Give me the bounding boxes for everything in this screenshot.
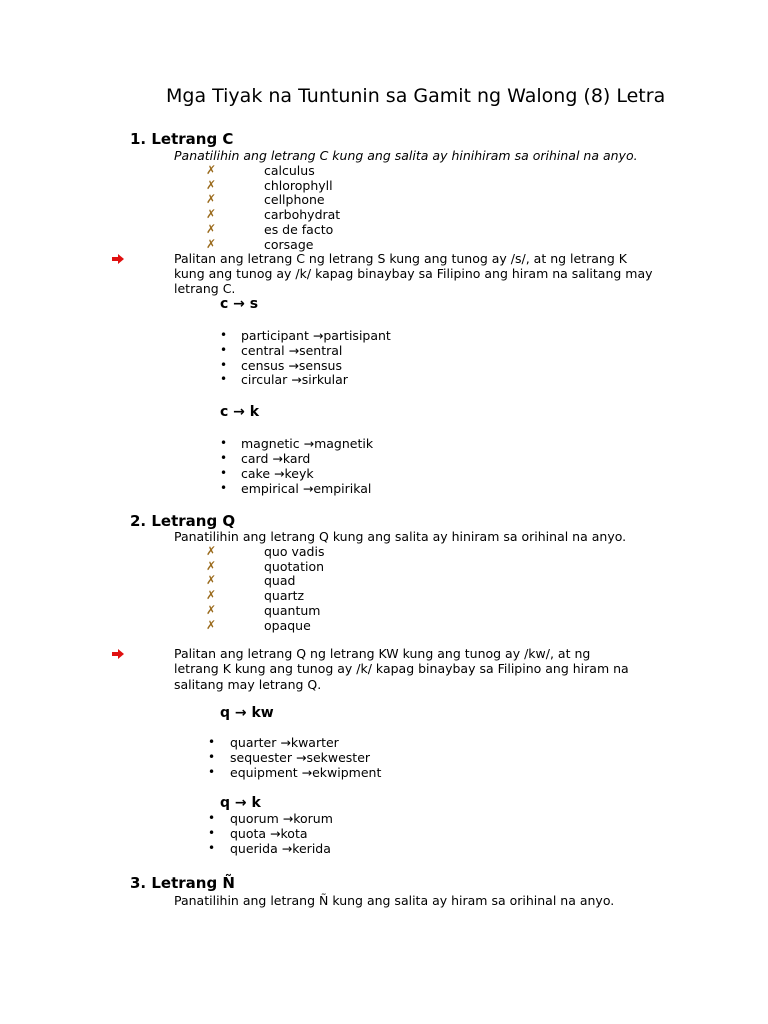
x-mark-icon: ✗ <box>206 163 217 177</box>
bullet-icon: • <box>220 466 228 480</box>
x-mark-icon: ✗ <box>206 618 217 632</box>
conversion-item: participant →partisipant <box>241 328 391 343</box>
bullet-icon: • <box>220 343 228 357</box>
conversion-label: q → kw <box>220 705 274 721</box>
x-mark-icon: ✗ <box>206 544 217 558</box>
conversion-item: cake →keyk <box>241 466 314 481</box>
rule-line: Palitan ang letrang Q ng letrang KW kung ang tunog ay /kw/, at ng <box>174 646 591 661</box>
section-heading-q: 2. Letrang Q <box>130 512 236 530</box>
section-heading-enye: 3. Letrang Ñ <box>130 874 235 892</box>
conversion-item: quota →kota <box>230 826 308 841</box>
conversion-item: sequester →sekwester <box>230 750 371 765</box>
x-mark-icon: ✗ <box>206 207 217 221</box>
conversion-item: quorum →korum <box>230 811 333 826</box>
rule-line: letrang K kung ang tunog ay /k/ kapag binaybay sa Filipino ang hiram na <box>174 661 629 676</box>
example-item: es de facto <box>264 222 334 237</box>
rule-line: Palitan ang letrang C ng letrang S kung ang tunog ay /s/, at ng letrang K <box>174 251 627 266</box>
bullet-icon: • <box>220 328 228 342</box>
conversion-label: q → k <box>220 795 261 811</box>
section-heading-c: 1. Letrang C <box>130 130 234 148</box>
bullet-icon: • <box>208 826 216 840</box>
section-q-intro: Panatilihin ang letrang Q kung ang salita ay hiniram sa orihinal na anyo. <box>174 529 627 544</box>
rule-line: kung ang tunog ay /k/ kapag binaybay sa Filipino ang hiram na salitang may <box>174 266 653 281</box>
example-item: carbohydrat <box>264 207 341 222</box>
section-enye-intro: Panatilihin ang letrang Ñ kung ang salita ay hiram sa orihinal na anyo. <box>174 893 615 908</box>
bullet-icon: • <box>208 765 216 779</box>
rule-line: salitang may letrang Q. <box>174 677 322 692</box>
bullet-icon: • <box>220 481 228 495</box>
bullet-icon: • <box>208 841 216 855</box>
red-arrow-icon <box>112 254 124 264</box>
conversion-item: census →sensus <box>241 358 342 373</box>
x-mark-icon: ✗ <box>206 192 217 206</box>
bullet-icon: • <box>220 451 228 465</box>
conversion-item: querida →kerida <box>230 841 331 856</box>
conversion-item: central →sentral <box>241 343 343 358</box>
x-mark-icon: ✗ <box>206 588 217 602</box>
bullet-icon: • <box>220 358 228 372</box>
x-mark-icon: ✗ <box>206 178 217 192</box>
bullet-icon: • <box>220 372 228 386</box>
conversion-item: circular →sirkular <box>241 372 348 387</box>
example-item: quad <box>264 573 296 588</box>
example-item: corsage <box>264 237 314 252</box>
x-mark-icon: ✗ <box>206 559 217 573</box>
section-c-intro: Panatilihin ang letrang C kung ang salita ay hinihiram sa orihinal na anyo. <box>174 148 638 163</box>
x-mark-icon: ✗ <box>206 573 217 587</box>
conversion-item: quarter →kwarter <box>230 735 339 750</box>
x-mark-icon: ✗ <box>206 222 217 236</box>
red-arrow-icon <box>112 649 124 659</box>
x-mark-icon: ✗ <box>206 603 217 617</box>
example-item: calculus <box>264 163 315 178</box>
page-title: Mga Tiyak na Tuntunin sa Gamit ng Walong (8) Letra <box>166 85 666 107</box>
x-mark-icon: ✗ <box>206 237 217 251</box>
example-item: quo vadis <box>264 544 325 559</box>
conversion-item: magnetic →magnetik <box>241 436 374 451</box>
conversion-item: empirical →empirikal <box>241 481 372 496</box>
bullet-icon: • <box>208 735 216 749</box>
conversion-item: equipment →ekwipment <box>230 765 382 780</box>
example-item: chlorophyll <box>264 178 333 193</box>
example-item: quartz <box>264 588 305 603</box>
example-item: cellphone <box>264 192 325 207</box>
example-item: quotation <box>264 559 325 574</box>
rule-line: letrang C. <box>174 281 236 296</box>
example-item: opaque <box>264 618 311 633</box>
conversion-item: card →kard <box>241 451 311 466</box>
bullet-icon: • <box>220 436 228 450</box>
bullet-icon: • <box>208 811 216 825</box>
conversion-label: c → k <box>220 404 260 420</box>
example-item: quantum <box>264 603 321 618</box>
conversion-label: c → s <box>220 296 259 312</box>
bullet-icon: • <box>208 750 216 764</box>
